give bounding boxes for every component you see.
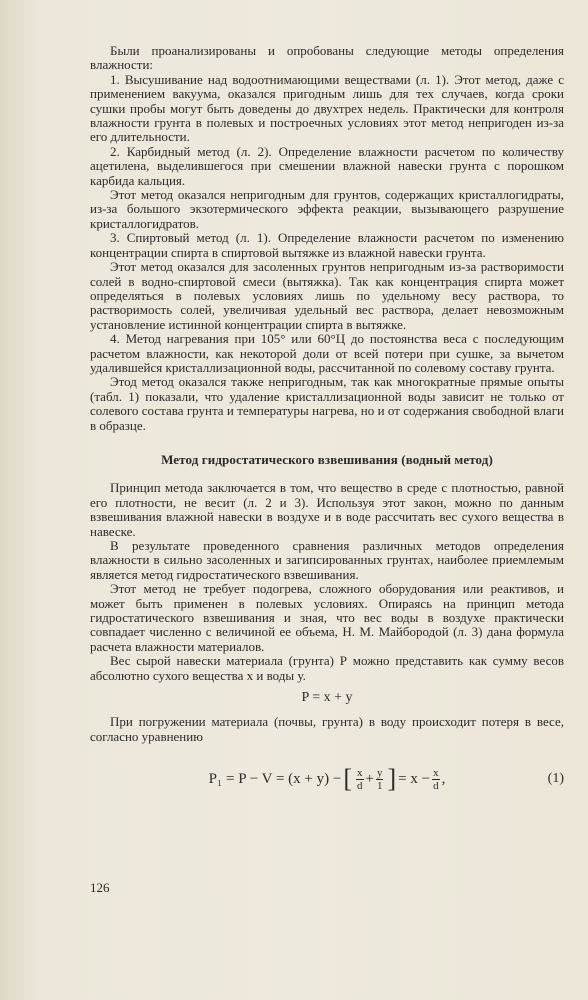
plus-sign: + bbox=[365, 771, 374, 788]
equation-number: (1) bbox=[547, 771, 564, 787]
page-text bbox=[90, 44, 564, 800]
paragraph: Этот метод оказался для засоленных грунтов непригодным из-за растворимости солей в водно-спиртовой смеси (вытяжка). Так как концентрация спирта может определяться в полевых условиях лишь по удельному весу раствора, то растворимость солей, увеличивая удельный вес раствора, делает невозможным установление истинной концентрации спирта в вытяжке. bbox=[90, 259, 564, 332]
numerator: x bbox=[433, 766, 439, 779]
numerator: x bbox=[357, 766, 363, 779]
paragraph: Вес сырой навески материала (грунта) Р можно представить как сумму весов абсолютно сухого вещества х и воды у. bbox=[90, 653, 564, 683]
bracket-open: [ bbox=[343, 764, 353, 794]
paragraph: Были проанализированы и опробованы следующие методы определения влажности: bbox=[90, 43, 564, 73]
equation-lhs: P₁ = P − V = (x + y) − bbox=[208, 771, 342, 788]
fraction-x-over-d-2 bbox=[432, 767, 440, 792]
paragraph: Принцип метода заключается в том, что вещество в среде с плотностью, равной его плотности, не весит (л. 2 и 3). Используя этот закон, можно по данным взвешивания влажной навески в воздухе и в воде рассчитать вес сухого вещества в навеске. bbox=[90, 480, 564, 539]
denominator: 1 bbox=[376, 779, 383, 792]
paragraph: В результате проведенного сравнения различных методов определения влажности в сильно засоленных и загипсированных грунтах, наиболее приемлемым является метод гидростатического взвешивания. bbox=[90, 538, 564, 582]
fraction-x-over-d bbox=[356, 767, 364, 792]
paragraph: Этод метод оказался также непригодным, так как многократные прямые опыты (табл. 1) показали, что удаление кристаллизационной воды зависит не только от солевого состава грунта и температуры нагрева, но и от содержания свободной влаги в образце. bbox=[90, 374, 564, 433]
paragraph: 3. Спиртовый метод (л. 1). Определение влажности расчетом по изменению концентрации спирта в спиртовой вытяжке из влажной навески грунта. bbox=[90, 230, 564, 260]
paragraph: При погружении материала (почвы, грунта) в воду происходит потеря в весе, согласно уравнению bbox=[90, 714, 564, 744]
paragraph: Этот метод не требует подогрева, сложного оборудования или реактивов, и может быть применен в полевых условиях. Опираясь на принцип метода гидростатического взвешивания и зная, что вес воды в воздухе практически совпадает численно с величиной ее объема, Н. М. Майбородой (л. 3) дана формула расчета влажности материалов. bbox=[90, 581, 564, 654]
equation-tail: , bbox=[441, 771, 446, 788]
paragraph: 2. Карбидный метод (л. 2). Определение влажности расчетом по количеству ацетилена, выделившегося при смешении влажной навески грунта с порошком карбида кальция. bbox=[90, 143, 564, 188]
denominator: d bbox=[357, 779, 363, 792]
page-number: 126 bbox=[90, 880, 110, 895]
formula-weight-sum: P = x + y bbox=[301, 690, 353, 706]
paragraph: 4. Метод нагревания при 105° или 60°Ц до постоянства веса с последующим расчетом влажности, как некоторой доли от всей потери при сушке, за вычетом удалившейся кристаллизационной воды, рассчитанной по солевому составу грунта. bbox=[90, 331, 564, 375]
bracket-close: ] bbox=[387, 764, 397, 794]
equation-1 bbox=[90, 758, 564, 800]
numerator: y bbox=[376, 766, 383, 779]
paragraph: 1. Высушивание над водоотнимающими веществами (л. 1). Этот метод, даже с применением вакуума, оказался пригодным лишь для тех случаев, когда сроки сушки пробы могут быть доведены до двухтрех недель. Практически для контроля влажности грунта в полевых и построечных условиях этот метод непригоден из-за его длительности. bbox=[90, 71, 564, 145]
paragraph: Этот метод оказался непригодным для грунтов, содержащих кристаллогидраты, из-за большого экзотермического эффекта реакции, вызывающего разрушение кристаллогидратов. bbox=[90, 187, 564, 231]
denominator: d bbox=[433, 779, 439, 792]
equation-mid: = x − bbox=[398, 771, 431, 788]
fraction-y-over-1 bbox=[376, 767, 384, 792]
equation-body bbox=[209, 766, 446, 792]
section-heading: Метод гидростатического взвешивания (водный метод) bbox=[161, 451, 493, 467]
